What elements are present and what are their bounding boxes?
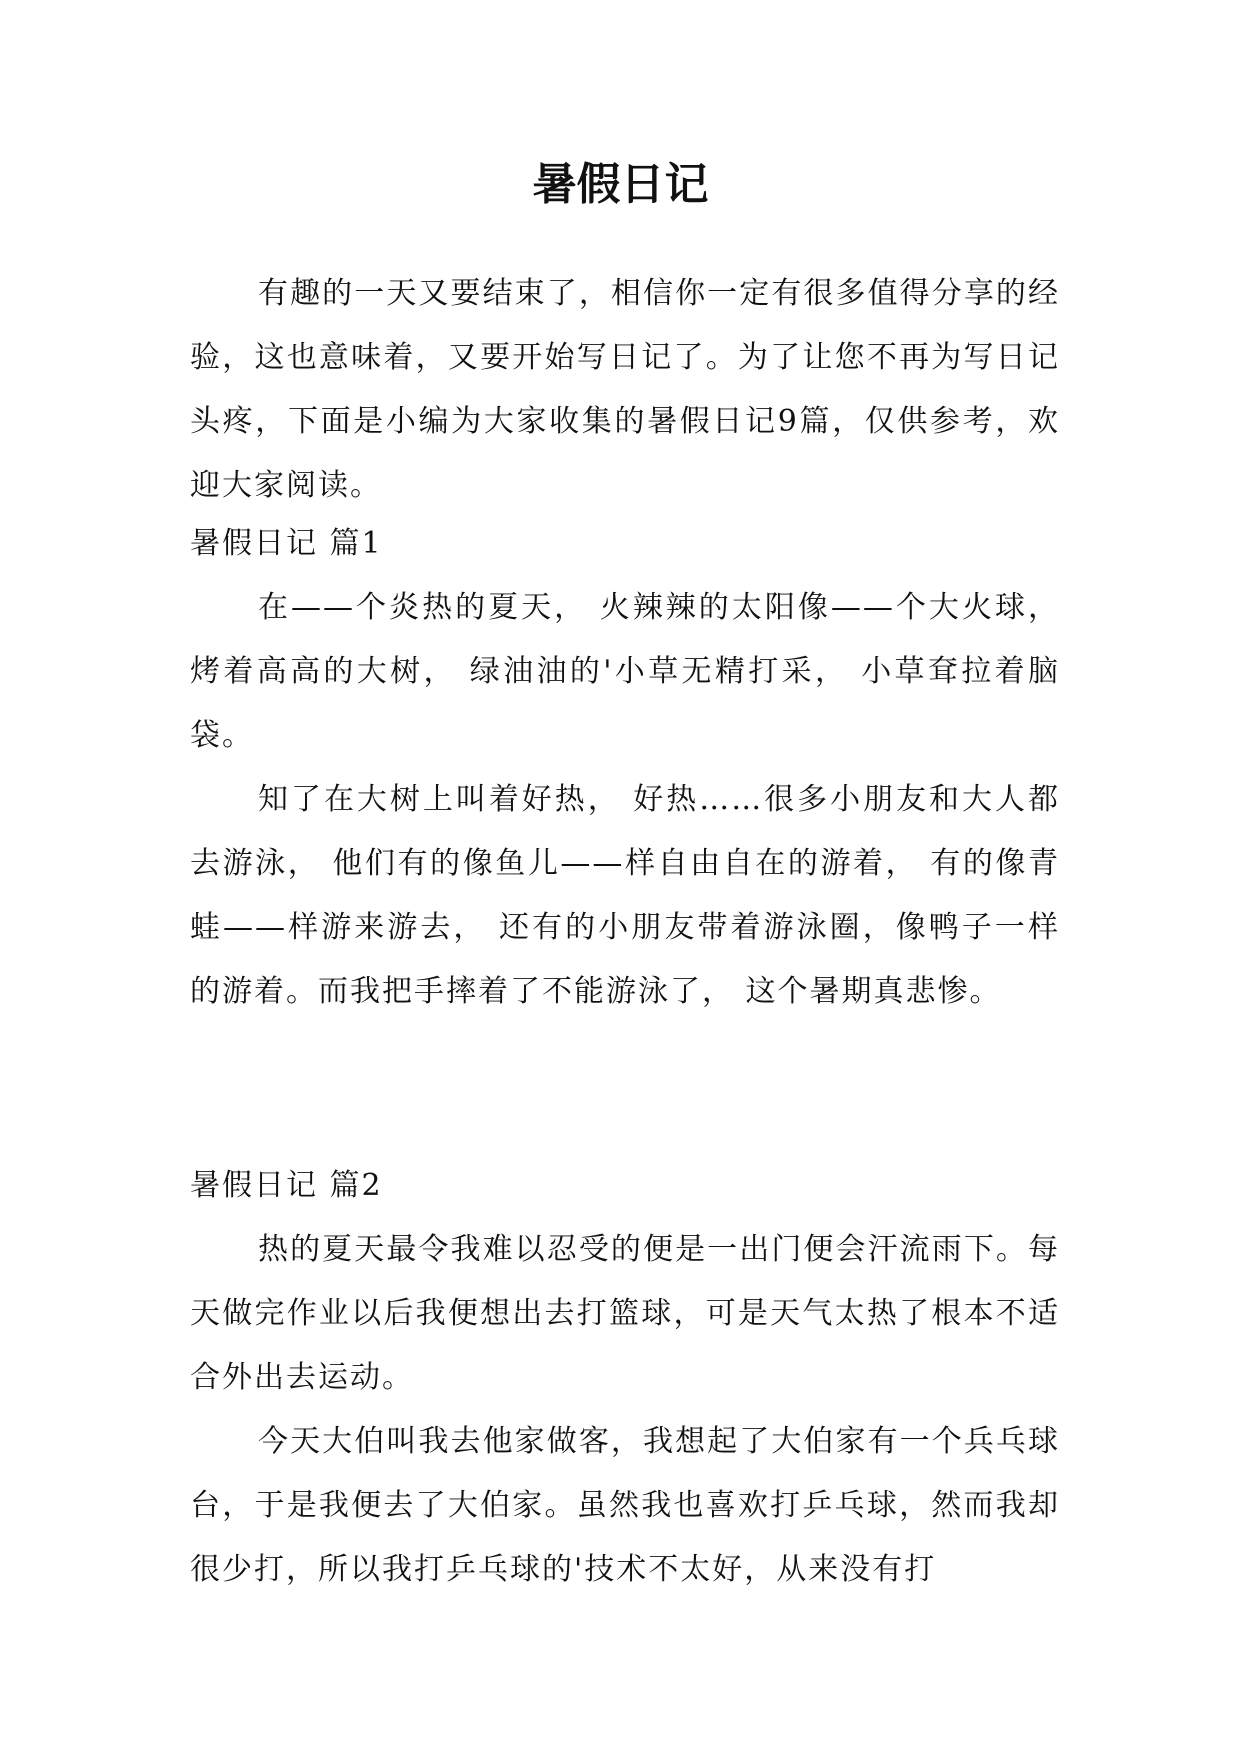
entry-2-paragraph-2: 今天大伯叫我去他家做客，我想起了大伯家有一个兵乓球台，于是我便去了大伯家。虽然我也喜欢打乒乓球，然而我却很少打，所以我打乒乓球的'技术不太好，从来没有打 (190, 1424, 1060, 1587)
entry-heading-1: 暑假日记 篇1 (190, 526, 383, 561)
entry-2-paragraph-1: 热的夏天最令我难以忍受的便是一出门便会汗流雨下。每天做完作业以后我便想出去打篮球，可是天气太热了根本不适合外出去运动。 (190, 1232, 1060, 1395)
entry-1-paragraph-2: 知了在大树上叫着好热， 好热……很多小朋友和大人都去游泳， 他们有的像鱼儿——样自由自在的游着， 有的像青蛙——样游来游去， 还有的小朋友带着游泳圈，像鸭子一样的游着。而我把手摔着了不能游泳了， 这个暑期真悲惨。 (190, 782, 1060, 1009)
entry-1-paragraph-1: 在——个炎热的夏天， 火辣辣的太阳像——个大火球，烤着高高的大树， 绿油油的'小草无精打采， 小草耷拉着脑袋。 (190, 590, 1060, 753)
document-title: 暑假日记 (532, 159, 709, 210)
intro-paragraph: 有趣的一天又要结束了，相信你一定有很多值得分享的经验，这也意味着，又要开始写日记了。为了让您不再为写日记头疼，下面是小编为大家收集的暑假日记9篇，仅供参考，欢迎大家阅读。 (190, 276, 1060, 503)
entry-heading-2: 暑假日记 篇2 (190, 1168, 383, 1203)
